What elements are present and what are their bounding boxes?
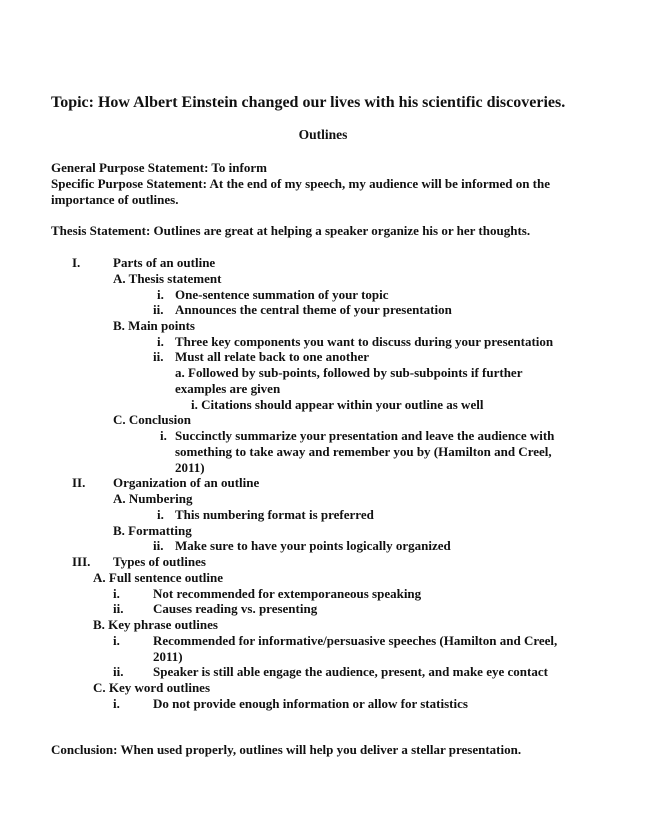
outline-item: One-sentence summation of your topic xyxy=(175,287,389,302)
outline-item: Not recommended for extemporaneous speaking xyxy=(153,586,422,601)
item-numeral: i. xyxy=(113,633,120,648)
outline-item: Succinctly summarize your presentation and leave the audience with something to take away and remember you by (Hamilton and Creel, 2011) xyxy=(175,428,555,475)
subsection-heading: B. Formatting xyxy=(113,523,192,538)
outline-item: Speaker is still able engage the audience, present, and make eye contact xyxy=(153,664,548,679)
subsection-heading: A. Full sentence outline xyxy=(93,570,223,585)
item-numeral: i. xyxy=(160,428,167,443)
outline-item: Must all relate back to one another xyxy=(175,349,370,364)
outline-item: Causes reading vs. presenting xyxy=(153,601,318,616)
item-numeral: ii. xyxy=(113,601,124,616)
outline-sub-subpoint: i. Citations should appear within your outline as well xyxy=(191,397,484,412)
outline-item: Announces the central theme of your presentation xyxy=(175,302,452,317)
section-numeral: III. xyxy=(72,554,91,569)
section-title: Types of outlines xyxy=(113,554,206,569)
subsection-heading: C. Key word outlines xyxy=(93,680,210,695)
conclusion-statement: Conclusion: When used properly, outlines will help you deliver a stellar presentation. xyxy=(51,742,522,757)
topic-title: Topic: How Albert Einstein changed our lives with his scientific discoveries. xyxy=(51,94,566,111)
specific-purpose-statement: Specific Purpose Statement: At the end of my speech, my audience will be informed on the importance of outlines. xyxy=(51,176,551,207)
item-numeral: ii. xyxy=(113,664,124,679)
subsection-heading: B. Main points xyxy=(113,318,195,333)
subsection-heading: C. Conclusion xyxy=(113,412,192,427)
section-numeral: II. xyxy=(72,475,86,490)
section-title: Organization of an outline xyxy=(113,475,260,490)
item-numeral: ii. xyxy=(153,302,164,317)
subsection-heading: A. Numbering xyxy=(113,491,193,506)
item-numeral: i. xyxy=(113,586,120,601)
item-numeral: i. xyxy=(113,696,120,711)
subsection-heading: B. Key phrase outlines xyxy=(93,617,218,632)
item-numeral: i. xyxy=(157,507,164,522)
outline-item: Do not provide enough information or allow for statistics xyxy=(153,696,468,711)
outline-item: Make sure to have your points logically organized xyxy=(175,538,451,553)
outline-subpoint: a. Followed by sub-points, followed by sub-subpoints if further examples are given xyxy=(175,365,523,396)
item-numeral: ii. xyxy=(153,349,164,364)
item-numeral: i. xyxy=(157,287,164,302)
subsection-heading: A. Thesis statement xyxy=(113,271,222,286)
outline-heading: Outlines xyxy=(298,127,348,142)
section-title: Parts of an outline xyxy=(113,255,216,270)
general-purpose-statement: General Purpose Statement: To inform xyxy=(51,160,267,175)
outline-item: This numbering format is preferred xyxy=(175,507,374,522)
outline-item: Three key components you want to discuss during your presentation xyxy=(175,334,554,349)
item-numeral: i. xyxy=(157,334,164,349)
section-numeral: I. xyxy=(72,255,81,270)
outline-item: Recommended for informative/persuasive speeches (Hamilton and Creel, 2011) xyxy=(153,633,558,664)
thesis-statement: Thesis Statement: Outlines are great at helping a speaker organize his or her thoughts. xyxy=(51,223,531,238)
item-numeral: ii. xyxy=(153,538,164,553)
